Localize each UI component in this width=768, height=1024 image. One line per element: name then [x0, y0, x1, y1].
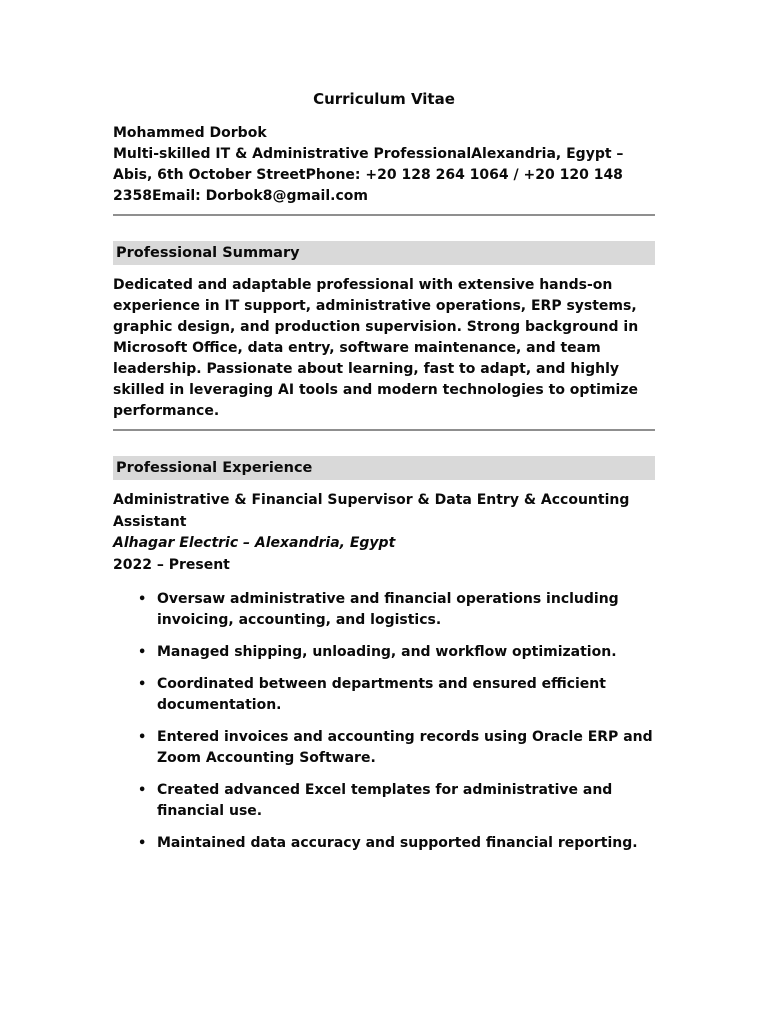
document-title: Curriculum Vitae: [313, 90, 455, 108]
divider-line: [113, 429, 655, 431]
list-item: • Entered invoices and accounting records using Oracle ERP and Zoom Accounting Software.: [113, 727, 655, 769]
section-heading-professional-summary: Professional Summary: [113, 241, 655, 265]
list-item: • Created advanced Excel templates for administrative and financial use.: [113, 780, 655, 822]
divider-line: [113, 214, 655, 216]
section-heading-professional-experience: Professional Experience: [113, 456, 655, 480]
contact-info: Multi-skilled IT & Administrative ProfessionalAlexandria, Egypt – Abis, 6th October StreetPhone: +20 128 264 1064 / +20 120 148 2358Email: Dorbok8@gmail.com: [113, 146, 624, 204]
list-item: • Managed shipping, unloading, and workflow optimization.: [113, 642, 655, 663]
job-title: Administrative & Financial Supervisor & Data Entry & Accounting Assistant: [113, 492, 630, 530]
person-name: Mohammed Dorbok: [113, 125, 267, 141]
professional-summary-text: Dedicated and adaptable professional with extensive hands-on experience in IT support, administrative operations, ERP systems, graphic design, and production supervision. Strong background in Microsoft Office, data entry, software maintenance, and team leadership. Passionate about learning, fast to adapt, and highly skilled in leveraging AI tools and modern technologies to optimize performance.: [113, 277, 639, 419]
job-header-block: [113, 490, 655, 576]
list-item: • Oversaw administrative and financial operations including invoicing, accounting, and logistics.: [113, 589, 655, 631]
employment-dates: 2022 – Present: [113, 556, 230, 573]
experience-bullet-list: [113, 589, 655, 854]
company-location: Alhagar Electric – Alexandria, Egypt: [113, 535, 396, 551]
list-item: • Coordinated between departments and ensured efficient documentation.: [113, 674, 655, 716]
list-item: • Maintained data accuracy and supported financial reporting.: [113, 833, 655, 854]
header-block: [113, 123, 655, 207]
